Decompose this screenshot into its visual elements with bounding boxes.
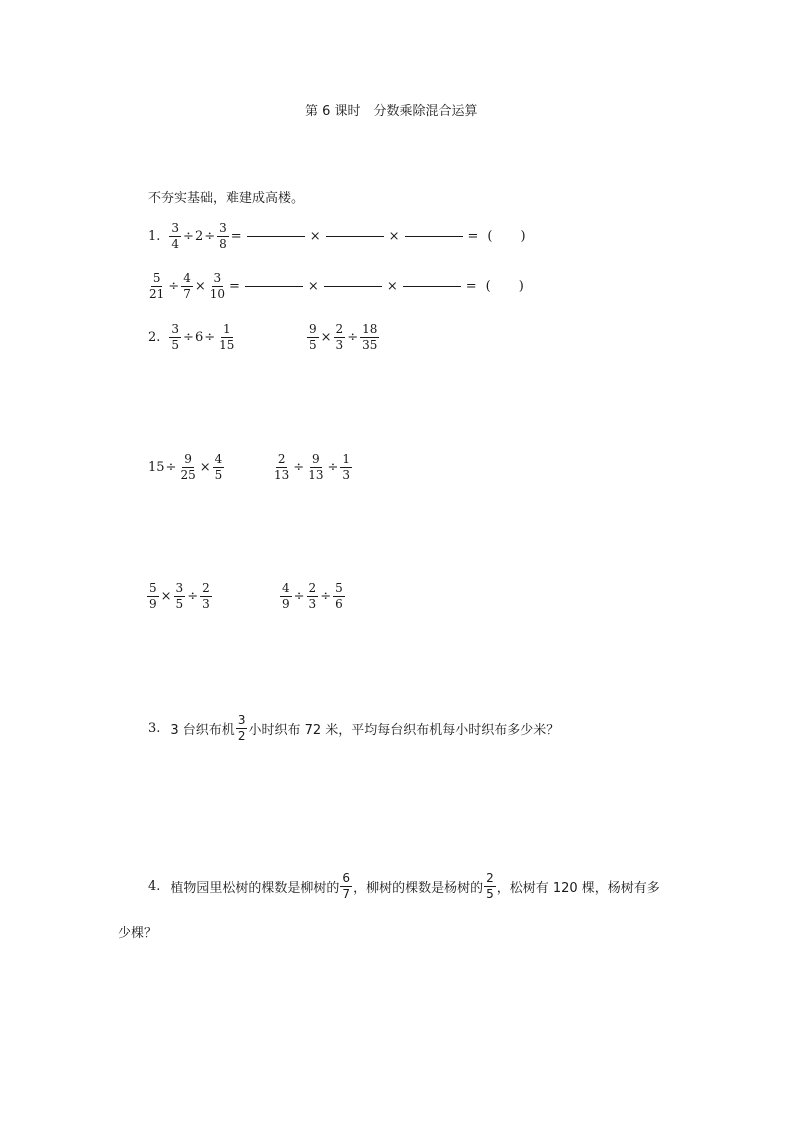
numerator: 5: [149, 581, 157, 595]
numerator: 5: [335, 581, 343, 595]
fraction: [333, 581, 345, 612]
denominator: 2: [237, 729, 246, 743]
numerator: 9: [309, 322, 317, 336]
divide-sign: ÷: [183, 330, 194, 345]
answer-blank[interactable]: [326, 236, 384, 237]
equals-sign: =: [467, 229, 479, 244]
divide-sign: ÷: [293, 460, 305, 475]
q3-number: 3.: [148, 721, 161, 736]
q4-number: 4.: [148, 879, 161, 894]
fraction: [178, 452, 197, 483]
denominator: 3: [335, 338, 344, 352]
divide-sign: ÷: [204, 330, 216, 345]
right-paren: ): [520, 229, 526, 244]
numerator: 9: [184, 452, 192, 466]
q4-text-part1: 植物园里松树的棵数是柳树的: [170, 881, 340, 896]
q2-expression-4: [271, 452, 353, 483]
intro-text: 不夯实基础，难建成高楼。: [148, 191, 305, 206]
q4-text-part2: ，柳树的棵数是杨树的: [353, 881, 484, 896]
times-sign: ×: [388, 229, 400, 244]
fraction: [280, 581, 292, 612]
denominator: 9: [149, 597, 157, 611]
times-sign: ×: [194, 279, 206, 294]
numerator: 3: [171, 221, 180, 235]
numerator: 2: [335, 322, 344, 336]
fraction: [306, 452, 325, 483]
divide-sign: ÷: [183, 229, 194, 244]
fraction: [217, 221, 229, 252]
q4-text-line2: 少棵？: [118, 926, 158, 941]
denominator: 35: [362, 338, 378, 352]
divide-sign: ÷: [168, 279, 180, 294]
numerator: 3: [213, 271, 222, 285]
times-sign: ×: [160, 589, 172, 604]
q3-text-part2: 小时织布 72 米，平均每台织布机每小时织布多少米？: [248, 723, 560, 738]
numerator: 4: [282, 581, 290, 595]
q1-number: 1.: [148, 229, 161, 244]
denominator: 9: [282, 597, 290, 611]
q2-expression-3: [148, 452, 225, 483]
denominator: 13: [308, 468, 324, 482]
times-sign: ×: [309, 229, 321, 244]
denominator: 5: [309, 338, 317, 352]
numerator: 3: [171, 322, 180, 336]
denominator: 5: [175, 597, 184, 611]
answer-blank[interactable]: [247, 236, 305, 237]
answer-parentheses[interactable]: [486, 279, 524, 294]
equals-sign: =: [465, 279, 477, 294]
q2-expression-2: [306, 322, 380, 353]
equals-sign: =: [230, 229, 242, 244]
fraction: [208, 271, 227, 302]
number: 15: [148, 460, 165, 475]
q2-number: 2.: [148, 330, 161, 345]
numerator: 4: [183, 271, 191, 285]
fraction: [236, 713, 248, 744]
fraction: [340, 452, 352, 483]
fraction: [174, 581, 186, 612]
denominator: 3: [202, 597, 210, 611]
numerator: 2: [277, 452, 286, 466]
divide-sign: ÷: [347, 330, 359, 345]
q4-text-part3: ，松树有 120 棵，杨树有多: [496, 881, 660, 896]
left-paren: (: [487, 229, 493, 244]
numerator: 3: [219, 221, 227, 235]
numerator: 2: [486, 871, 494, 885]
times-sign: ×: [199, 460, 211, 475]
fraction: [169, 221, 181, 252]
numerator: 1: [342, 452, 351, 466]
divide-sign: ÷: [327, 460, 339, 475]
fraction: [147, 271, 166, 302]
numerator: 1: [222, 322, 231, 336]
numerator: 9: [312, 452, 320, 466]
denominator: 6: [335, 597, 343, 611]
fraction: [484, 871, 496, 902]
denominator: 3: [342, 468, 351, 482]
q2-expression-6: [279, 581, 346, 612]
denominator: 3: [308, 597, 317, 611]
answer-blank[interactable]: [324, 286, 382, 287]
fraction: [334, 322, 346, 353]
times-sign: ×: [307, 279, 319, 294]
q2-expression-5: [146, 581, 213, 612]
q1-row2: [146, 271, 524, 302]
q4-text: [148, 871, 660, 902]
denominator: 10: [209, 287, 226, 301]
answer-blank[interactable]: [245, 286, 303, 287]
times-sign: ×: [386, 279, 398, 294]
divide-sign: ÷: [204, 229, 216, 244]
q1-row1: [148, 221, 526, 252]
denominator: 13: [274, 468, 290, 482]
page-title: 第 6 课时 分数乘除混合运算: [305, 104, 478, 119]
right-paren: ): [518, 279, 524, 294]
fraction: [272, 452, 291, 483]
denominator: 5: [486, 887, 494, 901]
q2-expression-1: [148, 322, 237, 353]
fraction: [213, 452, 225, 483]
fraction: [307, 322, 319, 353]
numerator: 3: [175, 581, 184, 595]
numerator: 18: [362, 322, 378, 336]
divide-sign: ÷: [165, 460, 177, 475]
q3-text-part1: 3 台织布机: [170, 723, 235, 738]
q3-text: [148, 713, 559, 744]
divide-sign: ÷: [320, 589, 332, 604]
number: 6: [194, 330, 204, 345]
numerator: 5: [152, 271, 161, 285]
denominator: 4: [171, 237, 180, 251]
numerator: 2: [202, 581, 210, 595]
numerator: 4: [214, 452, 223, 466]
fraction: [217, 322, 236, 353]
times-sign: ×: [320, 330, 332, 345]
divide-sign: ÷: [187, 589, 199, 604]
fraction: [147, 581, 159, 612]
denominator: 5: [171, 338, 180, 352]
fraction: [307, 581, 319, 612]
fraction: [340, 871, 352, 902]
numerator: 6: [342, 871, 351, 885]
answer-parentheses[interactable]: [487, 229, 525, 244]
number: 2: [194, 229, 204, 244]
answer-blank[interactable]: [403, 286, 461, 287]
fraction: [200, 581, 212, 612]
numerator: 3: [237, 713, 246, 727]
denominator: 7: [342, 887, 351, 901]
denominator: 5: [214, 468, 223, 482]
numerator: 2: [308, 581, 317, 595]
denominator: 21: [149, 287, 165, 301]
fraction: [169, 322, 181, 353]
denominator: 25: [180, 468, 196, 482]
answer-blank[interactable]: [405, 236, 463, 237]
fraction: [360, 322, 379, 353]
denominator: 8: [219, 237, 227, 251]
equals-sign: =: [229, 279, 240, 294]
denominator: 7: [183, 287, 191, 301]
fraction: [181, 271, 193, 302]
left-paren: (: [485, 279, 491, 294]
divide-sign: ÷: [293, 589, 305, 604]
denominator: 15: [219, 338, 235, 352]
